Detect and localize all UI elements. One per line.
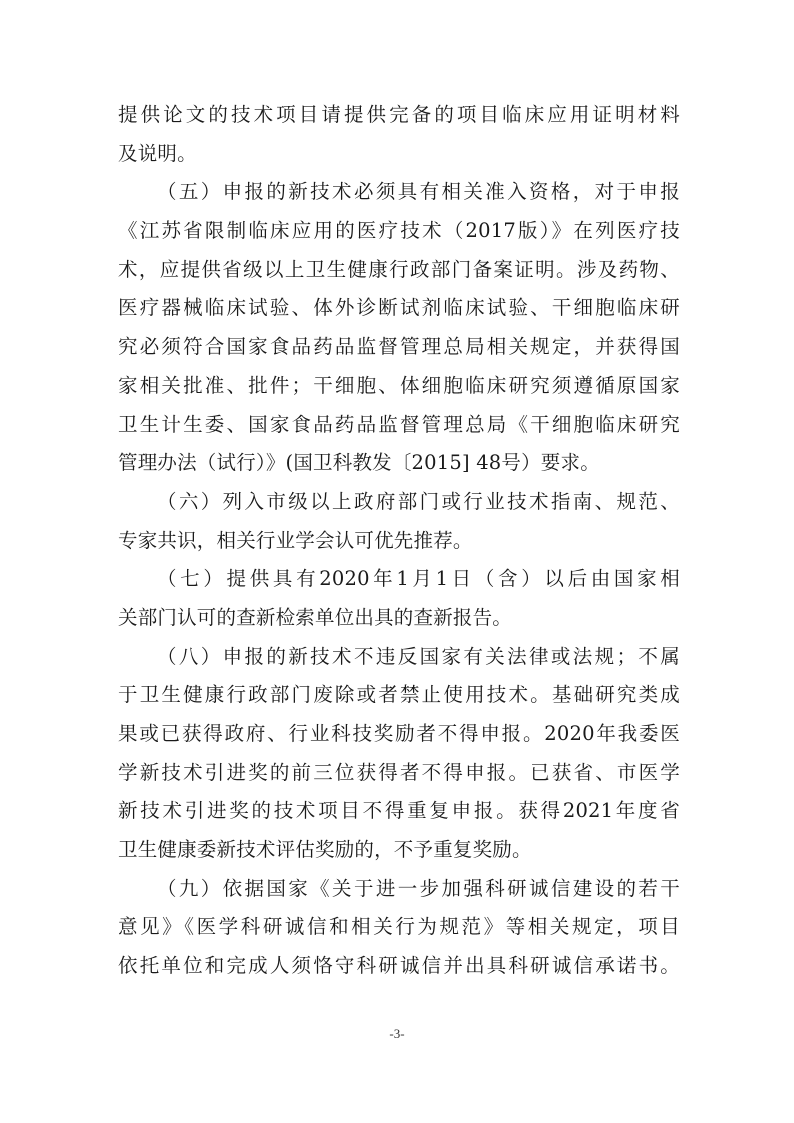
- text-line: 及说明。: [118, 141, 197, 165]
- text-line: 学新技术引进奖的前三位获得者不得申报。已获省、市医学: [118, 760, 680, 784]
- body-text: [118, 96, 680, 986]
- section-6-heading-line: （六）列入市级以上政府部门或行业技术指南、规范、: [157, 489, 680, 513]
- text-line: 果或已获得政府、行业科技奖励者不得申报。2020年我委医: [118, 722, 680, 745]
- text-line: 依托单位和完成人须恪守科研诚信并出具科研诚信承诺书。: [118, 954, 680, 978]
- text-line: 关部门认可的查新检索单位出具的查新报告。: [118, 605, 513, 629]
- section-8-heading-line: （八）申报的新技术不违反国家有关法律或法规；不属: [157, 644, 680, 668]
- text-line: 意见》《医学科研诚信和相关行为规范》等相关规定，项目: [118, 915, 680, 939]
- text-line: 术，应提供省级以上卫生健康行政部门备案证明。涉及药物、: [118, 257, 680, 281]
- text-line: 新技术引进奖的技术项目不得重复申报。获得2021年度省: [118, 799, 680, 823]
- text-line: 《江苏省限制临床应用的医疗技术（2017版）》在列医疗技: [118, 219, 680, 243]
- text-line: 卫生健康委新技术评估奖励的，不予重复奖励。: [118, 838, 532, 862]
- text-line: 医疗器械临床试验、体外诊断试剂临床试验、干细胞临床研: [118, 296, 680, 320]
- text-line: 专家共识，相关行业学会认可优先推荐。: [118, 528, 473, 552]
- section-5-heading-line: （五）申报的新技术必须具有相关准入资格，对于申报: [157, 180, 680, 204]
- text-line: 卫生计生委、国家食品药品监督管理总局《干细胞临床研究: [118, 412, 680, 436]
- section-7-heading-line: （七）提供具有2020年1月1日（含）以后由国家相: [157, 567, 680, 591]
- text-line: 家相关批准、批件；干细胞、体细胞临床研究须遵循原国家: [118, 373, 680, 397]
- section-9-heading-line: （九）依据国家《关于进一步加强科研诚信建设的若干: [157, 876, 680, 900]
- text-line: 于卫生健康行政部门废除或者禁止使用技术。基础研究类成: [118, 683, 680, 707]
- text-line: 究必须符合国家食品药品监督管理总局相关规定，并获得国: [118, 335, 680, 359]
- text-line: 管理办法（试行）》(国卫科教发〔2015] 48号）要求。: [118, 451, 600, 475]
- text-line: 提供论文的技术项目请提供完备的项目临床应用证明材料: [118, 103, 680, 126]
- page-number: -3-: [389, 1026, 405, 1041]
